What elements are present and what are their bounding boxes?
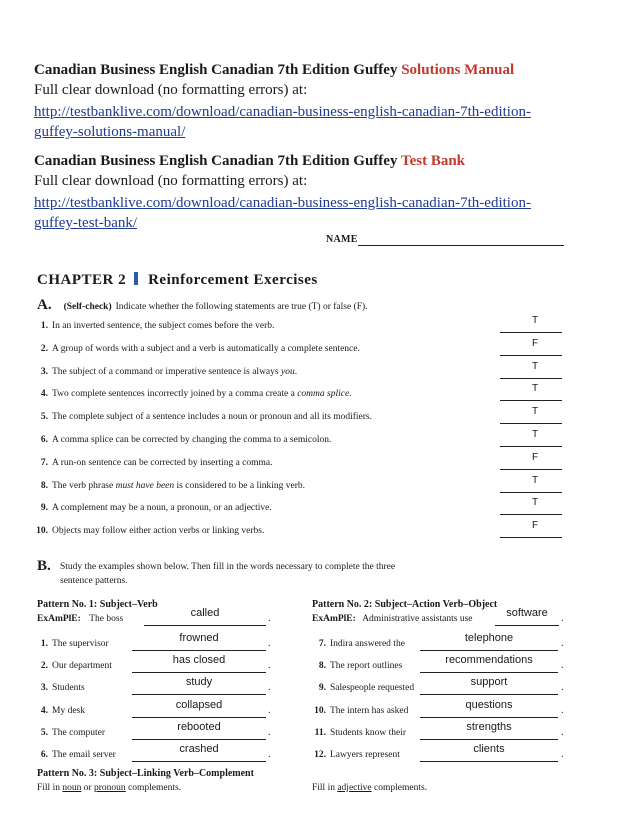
statement-number: 6. [40,435,48,445]
section-a-letter: A. [37,297,52,313]
pattern-1-title: Pattern No. 1: Subject–Verb [37,599,158,610]
answer-value: T [531,315,539,326]
pattern2-row-6 [310,750,400,760]
complements-word: complements. [128,783,182,793]
statement-number: 4. [40,389,48,400]
item-text: The report outlines [330,661,403,672]
item-text: Students [52,683,85,694]
pronoun-word: pronoun [94,783,126,793]
pattern2-row-2 [310,661,402,671]
answer-value: F [531,520,539,532]
answer-fill: frowned [179,632,219,644]
answer-fill: clients [473,743,505,755]
chapter-divider [134,272,138,285]
item-number: 3. [40,683,48,694]
period: . [561,613,564,624]
item-number: 10. [314,705,326,716]
item-text: My desk [52,705,85,716]
item-text: Our department [52,661,112,672]
answer-fill: questions [465,698,513,711]
solutions-manual-title [34,62,514,79]
item-number: 12. [314,750,326,760]
section-a-instruction-text: Indicate whether the following statements are true (T) or false (F). [115,302,368,312]
section-b-instruction-line2: sentence patterns. [60,576,128,586]
statement-7 [32,458,273,468]
statement-emphasis: you [280,366,295,377]
item-text: The intern has asked [330,705,409,716]
period: . [268,749,271,760]
pattern-3-right-instruction [312,783,427,793]
period: . [268,682,271,694]
period: . [268,660,271,672]
statement-text: Objects may follow either action verbs or linking verbs. [52,526,265,537]
statement-number: 7. [40,457,48,468]
answer-value: T [531,360,539,372]
answer-value: F [531,337,539,349]
statement-text: The verb phrase [52,480,116,491]
pattern-2-title: Pattern No. 2: Subject–Action Verb–Object [312,599,498,610]
fill-in-text: Fill in [312,783,335,793]
statement-8 [32,481,305,491]
statement-4 [32,389,352,399]
item-text: Salespeople requested [330,683,415,694]
test-bank-tag: Test Bank [400,153,466,169]
statement-tail: . [294,366,298,377]
pattern-3-left-instruction [37,783,181,793]
example-label: ExAmPlE: [312,614,356,624]
answer-fill: telephone [464,632,514,644]
solutions-manual-download-line: Full clear download (no formatting errors) at: [34,82,308,98]
solutions-manual-link[interactable]: http://testbanklive.com/download/canadian-business-english-canadian-7th-edition-guffey-solutions-manual/ [34,104,531,140]
pattern1-row-2 [32,661,112,671]
test-bank-download-line: Full clear download (no formatting errors) at: [34,173,308,189]
chapter-label: CHAPTER 2 [37,272,127,288]
statement-2 [32,344,360,354]
item-number: 4. [40,705,48,716]
period: . [561,660,564,672]
pattern1-row-3 [32,683,85,693]
statement-number: 9. [40,503,48,514]
name-input-line[interactable] [358,233,564,246]
test-bank-title [34,153,465,170]
item-text: Students know their [330,727,406,738]
item-number: 2. [40,661,48,672]
answer-value: T [531,497,539,509]
item-text: The email server [52,750,116,760]
chapter-title: Reinforcement Exercises [148,272,318,288]
answer-value: T [531,406,539,418]
book-title: Canadian Business English Canadian 7th Edition Guffey [34,153,398,169]
statement-number: 10. [36,526,48,537]
answer-value: F [531,451,539,463]
statement-text: A comma splice can be corrected by changing the comma to a semicolon. [52,435,332,445]
period: . [561,726,564,738]
statement-10 [32,526,264,536]
answer-fill: strengths [466,720,512,733]
statement-text: A run-on sentence can be corrected by inserting a comma. [52,457,273,468]
answer-fill: support [470,676,508,689]
answer-value: T [531,474,539,486]
answer-value: T [531,429,539,440]
statement-number: 3. [40,366,48,377]
statement-text: A complement may be a noun, a pronoun, or an adjective. [52,503,272,514]
test-bank-url-block [34,193,574,233]
self-check-label: (Self-check) [63,302,112,312]
item-text: The supervisor [52,639,109,649]
name-label: NAME [326,234,358,245]
period: . [561,704,564,716]
section-a-instructions [37,296,368,314]
statement-3 [32,367,297,377]
complements-word: complements. [374,783,428,793]
period: . [561,638,564,649]
example-label: ExAmPlE: [37,614,81,624]
statement-1 [32,321,274,331]
example-text: The boss [89,614,124,624]
statement-text: A group of words with a subject and a verb is automatically a complete sentence. [52,343,360,354]
statement-text: The subject of a command or imperative sentence is always [52,366,281,377]
period: . [268,638,271,649]
statement-text: In an inverted sentence, the subject comes before the verb. [52,321,275,331]
or-word: or [83,783,92,793]
answer-fill: collapsed [175,698,223,711]
solutions-manual-url-block [34,102,574,142]
period: . [561,749,564,760]
pattern2-row-1 [310,639,405,649]
statement-tail: . [349,389,352,400]
period: . [268,726,271,738]
pattern-1-example-fill: called [190,607,220,619]
statement-number: 5. [40,412,48,423]
statement-number: 8. [40,480,48,491]
statement-number: 2. [40,343,48,354]
book-title: Canadian Business English Canadian 7th Edition Guffey [34,62,398,78]
item-number: 11. [314,727,326,738]
item-text: Indira answered the [330,639,405,649]
statement-emphasis: must have been [115,480,175,491]
period: . [268,613,271,624]
test-bank-link[interactable]: http://testbanklive.com/download/canadian-business-english-canadian-7th-edition-guffey-test-bank/ [34,195,531,231]
pattern2-row-3 [310,683,414,693]
item-number: 8. [318,661,326,672]
section-b-letter: B. [37,558,51,574]
statement-5 [32,412,372,422]
statement-text: Two complete sentences incorrectly joined by a comma create a [52,389,298,400]
example-text: Administrative assistants use [362,614,473,624]
pattern-2-example-fill: software [506,607,548,619]
statement-number: 1. [40,321,48,331]
statement-6 [32,435,331,445]
pattern-3-title: Pattern No. 3: Subject–Linking Verb–Complement [37,768,254,779]
answer-fill: crashed [179,743,219,755]
item-number: 6. [40,750,48,760]
pattern-2-example [312,614,472,624]
pattern-1-example [37,614,123,624]
noun-word: noun [62,783,82,793]
item-number: 9. [318,683,326,694]
section-b-instruction-line1: Study the examples shown below. Then fill in the words necessary to complete the three [60,562,396,572]
statement-9 [32,503,272,513]
item-text: Lawyers represent [330,750,400,760]
adjective-word: adjective [337,783,372,793]
statement-text: The complete subject of a sentence includes a noun or pronoun and all its modifiers. [52,412,373,423]
item-number: 7. [318,639,326,649]
answer-fill: recommendations [445,654,533,667]
pattern2-row-4 [310,706,408,716]
item-text: The computer [52,727,106,738]
pattern1-row-1 [32,639,109,649]
answer-fill: has closed [172,654,226,667]
pattern1-row-4 [32,706,85,716]
period: . [561,682,564,694]
statement-tail: is considered to be a linking verb. [174,480,306,491]
fill-in-text: Fill in [37,783,60,793]
statement-emphasis: comma splice [297,389,350,400]
solutions-manual-tag: Solutions Manual [401,62,515,78]
chapter-heading [37,272,318,289]
pattern1-row-5 [32,728,105,738]
item-number: 5. [40,727,48,738]
answer-fill: study [185,676,213,689]
item-number: 1. [40,639,48,649]
answer-value: T [531,383,539,395]
period: . [268,704,271,716]
pattern1-row-6 [32,750,116,760]
answer-fill: rebooted [177,720,221,733]
pattern2-row-5 [310,728,406,738]
